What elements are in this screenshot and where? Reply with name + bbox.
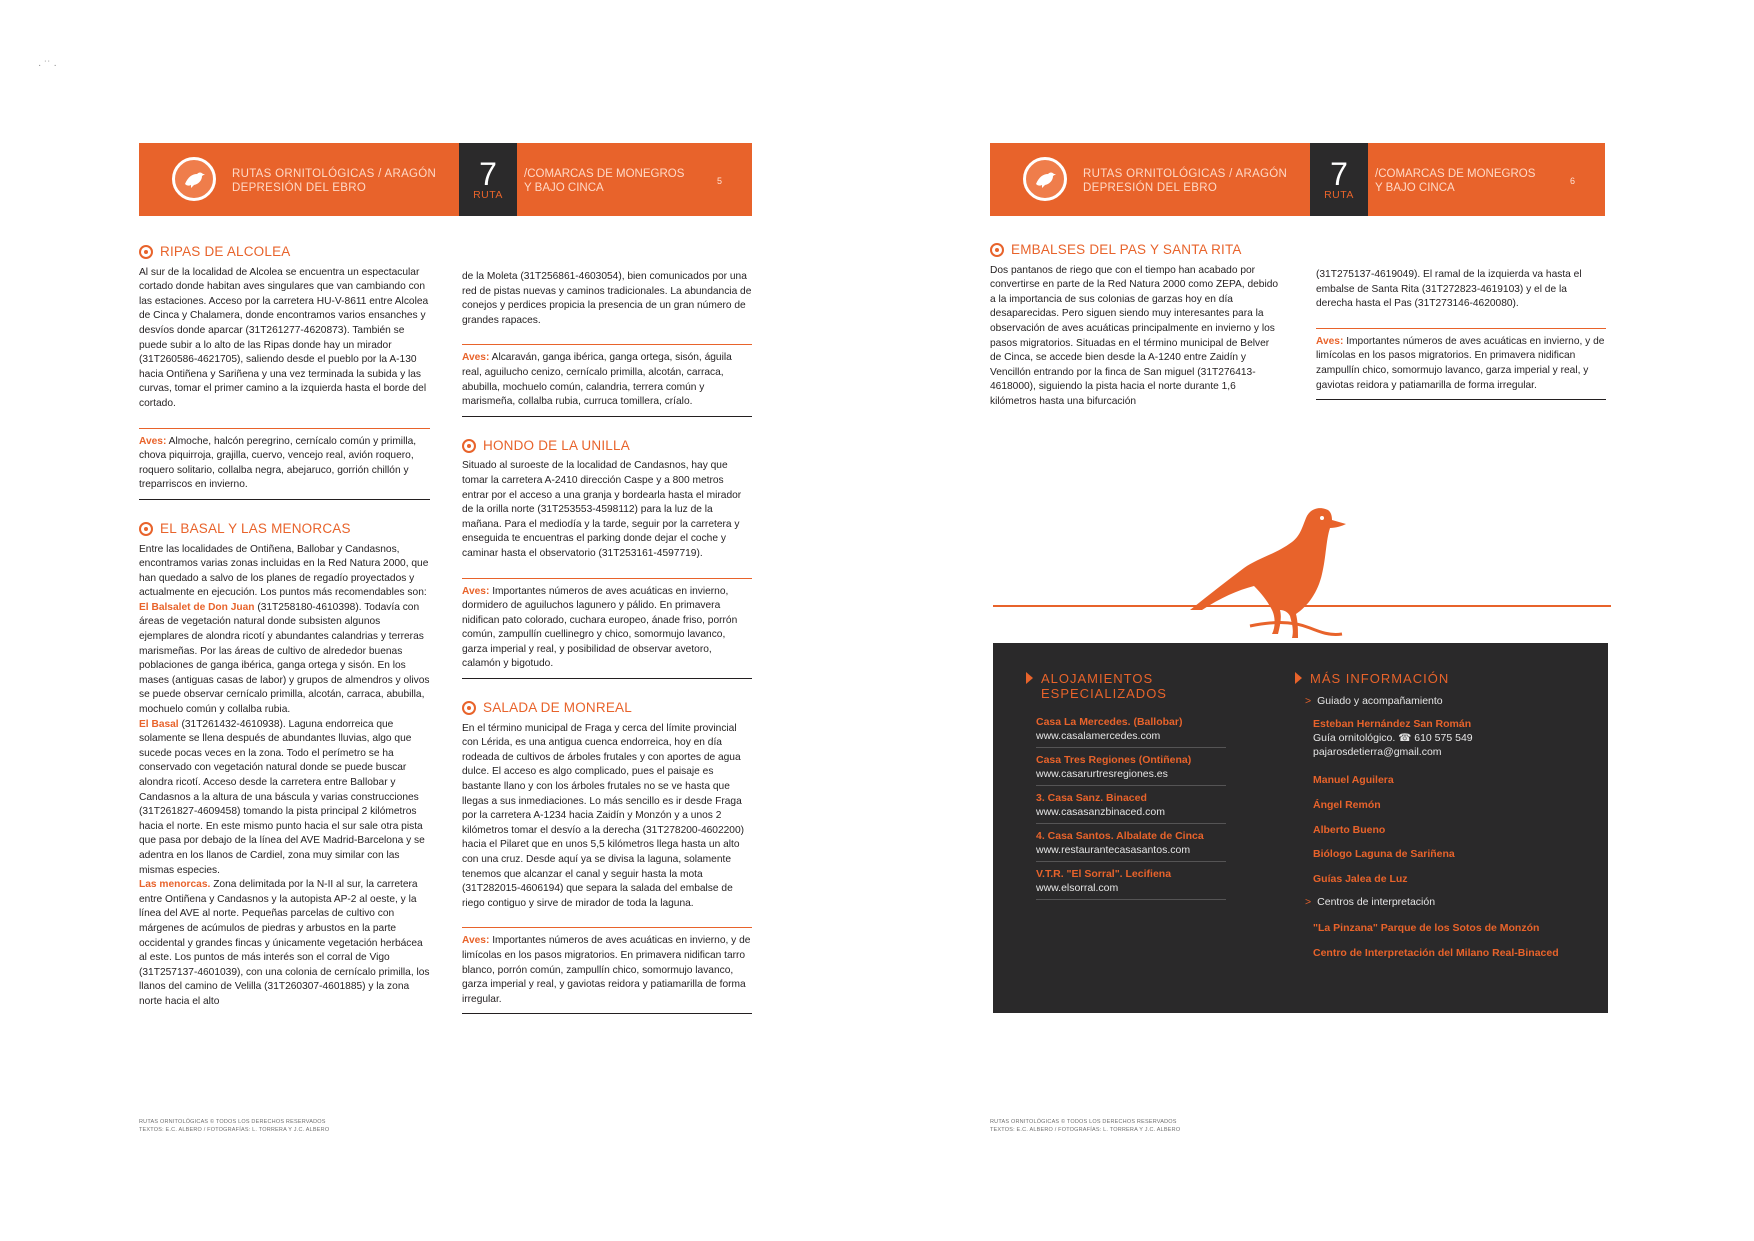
header-region: /COMARCAS DE MONEGROS Y BAJO CINCA: [1375, 168, 1536, 194]
hondo-body: Situado al suroeste de la localidad de Candasnos, hay que tomar la carretera A-2410 dirección Caspe y a 800 metros entrar por el acceso a una granja y bordearla hasta el mirador de la orilla norte (31T253553-4598112) para la luz de la mañana. Para el mediodía y la tarde, seguir por la carretera y enseguida te encuentras el parking donde dejar el coche y caminar hasta el observatorio (31T253161-4597719).: [462, 460, 742, 559]
centros-heading: > Centros de interpretación: [1305, 896, 1436, 908]
section-title-embalses: EMBALSES DEL PAS Y SANTA RITA: [990, 243, 1280, 258]
target-icon: [990, 243, 1004, 257]
hondo-aves: Aves: Importantes números de aves acuáticas en invierno, dormidero de aguiluchos lagunero y pálido. En primavera nidifican pato colorado, cuchara europeo, ánade friso, porrón común, zampullín cuellinegro y chico, somormujo lavanco, garza imperial y real, y posibilidad de observar avetoro, calamón y bigotudo.: [462, 578, 752, 680]
aloj-item[interactable]: V.T.R. "El Sorral". Lecifiena www.elsorral.com: [1036, 867, 1226, 900]
person-item: Biólogo Laguna de Sariñena: [1313, 848, 1455, 860]
page-number: 5: [717, 176, 723, 186]
info-box: [993, 643, 1608, 1013]
right-column-2: [1316, 268, 1606, 400]
target-icon: [139, 522, 153, 536]
bird-logo-icon: [1023, 157, 1067, 201]
route-number-box: [1310, 143, 1368, 216]
person-item: Manuel Aguilera: [1313, 774, 1394, 786]
arrow-icon: [1295, 672, 1302, 684]
section-title-hondo: HONDO DE LA UNILLA: [462, 439, 752, 454]
target-icon: [462, 439, 476, 453]
basal-continued: de la Moleta (31T256861-4603054), bien comunicados por una red de pistas nuevas y caminos tradicionales. La abundancia de conejos y perdices propicia la presencia de un gran número de grandes rapaces.: [462, 271, 752, 326]
guiado-heading: > Guiado y acompañamiento: [1305, 695, 1443, 707]
route-word: RUTA: [473, 189, 503, 201]
centro-item: Centro de Interpretación del Milano Real-Binaced: [1313, 947, 1559, 959]
header-series: RUTAS ORNITOLÓGICAS / ARAGÓN DEPRESIÓN DEL EBRO: [232, 168, 437, 194]
person-item: Ángel Remón: [1313, 799, 1381, 811]
mas-info-title: MÁS INFORMACIÓN: [1295, 671, 1449, 686]
person-item: Guías Jalea de Luz: [1313, 873, 1408, 885]
route-number: 7: [479, 156, 497, 192]
route-number-box: [459, 143, 517, 216]
aloj-title: ALOJAMIENTOS ESPECIALIZADOS: [1026, 671, 1167, 701]
header-band: [990, 143, 1605, 216]
arrow-icon: [1026, 672, 1033, 684]
scan-marks: · ˙˙ ·: [38, 60, 57, 71]
embalses-continued: (31T275137-4619049). El ramal de la izquierda va hasta el embalse de Santa Rita (31T272823-4619103) y el de la derecha hasta el Pas (31T273146-4620080).: [1316, 269, 1582, 310]
left-column-2: [462, 270, 752, 1014]
embalses-body: Dos pantanos de riego que con el tiempo han acabado por convertirse en parte de la Red Natura 2000 como ZEPA, debido a la importancia de sus colonias de garzas hoy en día desaparecidas. Pero siguen siendo muy interesantes para la observación de aves acuáticas principalmente en invierno y los pasos migratorios. Situadas en el término municipal de Belver de Cinca, se accede bien desde la A-1240 entre Zaidín y Vencillón entrando por la finca de San miguel (31T276413-4618000), siguiendo la pista hacia el norte durante 1,6 kilómetros hasta una bifurcación: [990, 264, 1279, 407]
left-footer: RUTAS ORNITOLÓGICAS © TODOS LOS DERECHOS RESERVADOS TEXTOS: E.C. ALBERO / FOTOGRAFÍAS: L. TORRERA Y J.C. ALBERO: [139, 1119, 330, 1133]
aloj-item[interactable]: 4. Casa Santos. Albalate de Cinca www.restaurantecasasantos.com: [1036, 829, 1226, 862]
salada-body: En el término municipal de Fraga y cerca del límite provincial con Lérida, es una antigua cuenca endorreica, hoy en día rodeada de cultivos de árboles frutales y con aportes de agua dulce. El acceso es algo complicado, pues el paisaje es bastante llano y con los árboles frutales no se ve hasta que llegas a sus inmediaciones. Lo más sencillo es ir desde Fraga por la carretera A-1234 hacia Zaidín y Monzón y a unos 2 kilómetros tomar el desvío a la derecha (31T278200-4602200) hacia el Pilaret que en unos 5,5 kilómetros llega hasta un alto con una cruz. Desde aquí ya se divisa la laguna, solamente tenemos que alcanzar el canal y seguir hasta la mota (31T282015-4606194) que separa la salada del embalse de riego contiguo y sirve de mirador de toda la laguna.: [462, 722, 745, 909]
section-title-ripas: RIPAS DE ALCOLEA: [139, 245, 430, 260]
header-band: [139, 143, 752, 216]
basal-intro: Entre las localidades de Ontiñena, Ballobar y Candasnos, encontramos varias zonas incluidas en la Red Natura 2000, que han quedado a salvo de los planes de regadío proyectados y actualmente en ejecución. Los puntos más recomendables son:: [139, 543, 429, 599]
right-column-1: [990, 243, 1280, 410]
ripas-aves: Aves: Almoche, halcón peregrino, cernícalo común y primilla, chova piquirroja, grajilla, cuervo, vencejo real, avión roquero, roquero solitario, collalba negra, abejaruco, gorrión chillón y treparriscos en invierno.: [139, 428, 430, 500]
person-item: Alberto Bueno: [1313, 824, 1386, 836]
bird-silhouette-icon: [1180, 498, 1360, 648]
target-icon: [139, 245, 153, 259]
route-number: 7: [1330, 156, 1348, 192]
aloj-item[interactable]: 3. Casa Sanz. Binaced www.casasanzbinaced.com: [1036, 791, 1226, 824]
embalses-aves: Aves: Importantes números de aves acuáticas en invierno, y de limícolas en los pasos migratorios. En primavera nidifican zampullín chico, somormujo lavanco, garza imperial y real, y gaviotas reidora y patiamarilla de forma irregular.: [1316, 328, 1606, 400]
left-column-1: [139, 245, 430, 1010]
centro-item: "La Pinzana" Parque de los Sotos de Monzón: [1313, 922, 1540, 934]
salada-aves: Aves: Importantes números de aves acuáticas en invierno, y de limícolas en los pasos migratorios. En primavera nidifican tarro blanco, porrón común, zampullín chico, somormujo lavanco, garza imperial y real, y gaviotas reidora y patiamarilla de forma irregular.: [462, 927, 752, 1014]
section-title-salada: SALADA DE MONREAL: [462, 701, 752, 716]
section-title-basal: EL BASAL Y LAS MENORCAS: [139, 522, 430, 537]
right-footer: RUTAS ORNITOLÓGICAS © TODOS LOS DERECHOS RESERVADOS TEXTOS: E.C. ALBERO / FOTOGRAFÍAS: L. TORRERA Y J.C. ALBERO: [990, 1119, 1181, 1133]
basal-aves: Aves: Alcaraván, ganga ibérica, ganga ortega, sisón, águila real, aguilucho cenizo, cernícalo primilla, alcotán, carraca, abubilla, mochuelo común, calandria, terrera común y marismeña, collalba rubia, curruca tomillera, críalo.: [462, 344, 752, 416]
basal-menorcas: Las menorcas. Zona delimitada por la N-II al sur, la carretera entre Ontiñena y Candasnos y la autopista AP-2 al oeste, y la línea del AVE al norte. Pequeñas parcelas de cultivo con márgenes de acúmulos de piedras y arbustos en la parte occidental y grandes fincas y únicamente vegetación herbácea al este. Los puntos de más interés son el corral de Vigo (31T257137-4601039), con una colonia de cernícalo primilla, los llanos del camino de Velilla (31T260307-4601885) y la zona norte hacia el alto: [139, 879, 430, 1007]
ripas-body: Al sur de la localidad de Alcolea se encuentra un espectacular cortado donde habitan aves singulares que van cambiando con las estaciones. Acceso por la carretera HU-V-8611 entre Alcolea de Cinca y Chalamera, donde encontramos varios ensanches y desvíos donde aparcar (31T261277-4620873). También se puede subir a lo alto de las Ripas donde hay un mirador (31T260586-4621705), saliendo desde el pueblo por la A-130 hacia Ontiñena y Sariñena y una vez terminada la subida y las curvas, tomar el primer camino a la izquierda hasta el borde del cortado.: [139, 266, 429, 409]
aloj-item[interactable]: Casa Tres Regiones (Ontiñena) www.casarurtresregiones.es: [1036, 753, 1226, 786]
basal-basal: El Basal (31T261432-4610938). Laguna endorreica que solamente se llena después de abundantes lluvias, algo que sucede pocas veces en la zona. Todo el perímetro se ha conservado con vegetación natural donde se puede buscar alondra ricotí. Acceso desde la carretera entre Ballobar y Candasnos a la altura de una báscula y varias construcciones (31T261827-4609458) tomando la pista principal 2 kilómetros hacia el norte. En este mismo punto hacia el sur sale otra pista que pasa por debajo de la línea del AVE Madrid-Barcelona y se adentra en los llanos de Cardiel, zona muy similar con las mismas especies.: [139, 718, 425, 876]
guide-contact: Esteban Hernández San Román Guía ornitológico. ☎ 610 575 549 pajarosdetierra@gmail.com: [1313, 717, 1583, 759]
bird-logo-icon: [172, 157, 216, 201]
phone-icon: ☎: [1398, 732, 1412, 744]
target-icon: [462, 701, 476, 715]
route-word: RUTA: [1324, 189, 1354, 201]
aloj-item[interactable]: Casa La Mercedes. (Ballobar) www.casalamercedes.com: [1036, 715, 1226, 748]
page-number: 6: [1570, 176, 1576, 186]
header-region: /COMARCAS DE MONEGROS Y BAJO CINCA: [524, 168, 685, 194]
basal-balsalet: El Balsalet de Don Juan (31T258180-4610398). Todavía con áreas de vegetación natural donde subsisten algunos ejemplares de alondra ricotí y abundantes calandrias y terreras marismeñas. Por las áreas de cultivo de alrededor buenas poblaciones de ganga ibérica, ganga ortega y sisón. En los mases (antiguas casas de labor) y grupos de almendros y olivos se puede observar cernícalo primilla, alcotán, carraca, abubilla, mochuelo común y collalba rubia.: [139, 601, 430, 716]
guide-email[interactable]: pajarosdetierra@gmail.com: [1313, 746, 1442, 758]
header-series: RUTAS ORNITOLÓGICAS / ARAGÓN DEPRESIÓN DEL EBRO: [1083, 168, 1288, 194]
